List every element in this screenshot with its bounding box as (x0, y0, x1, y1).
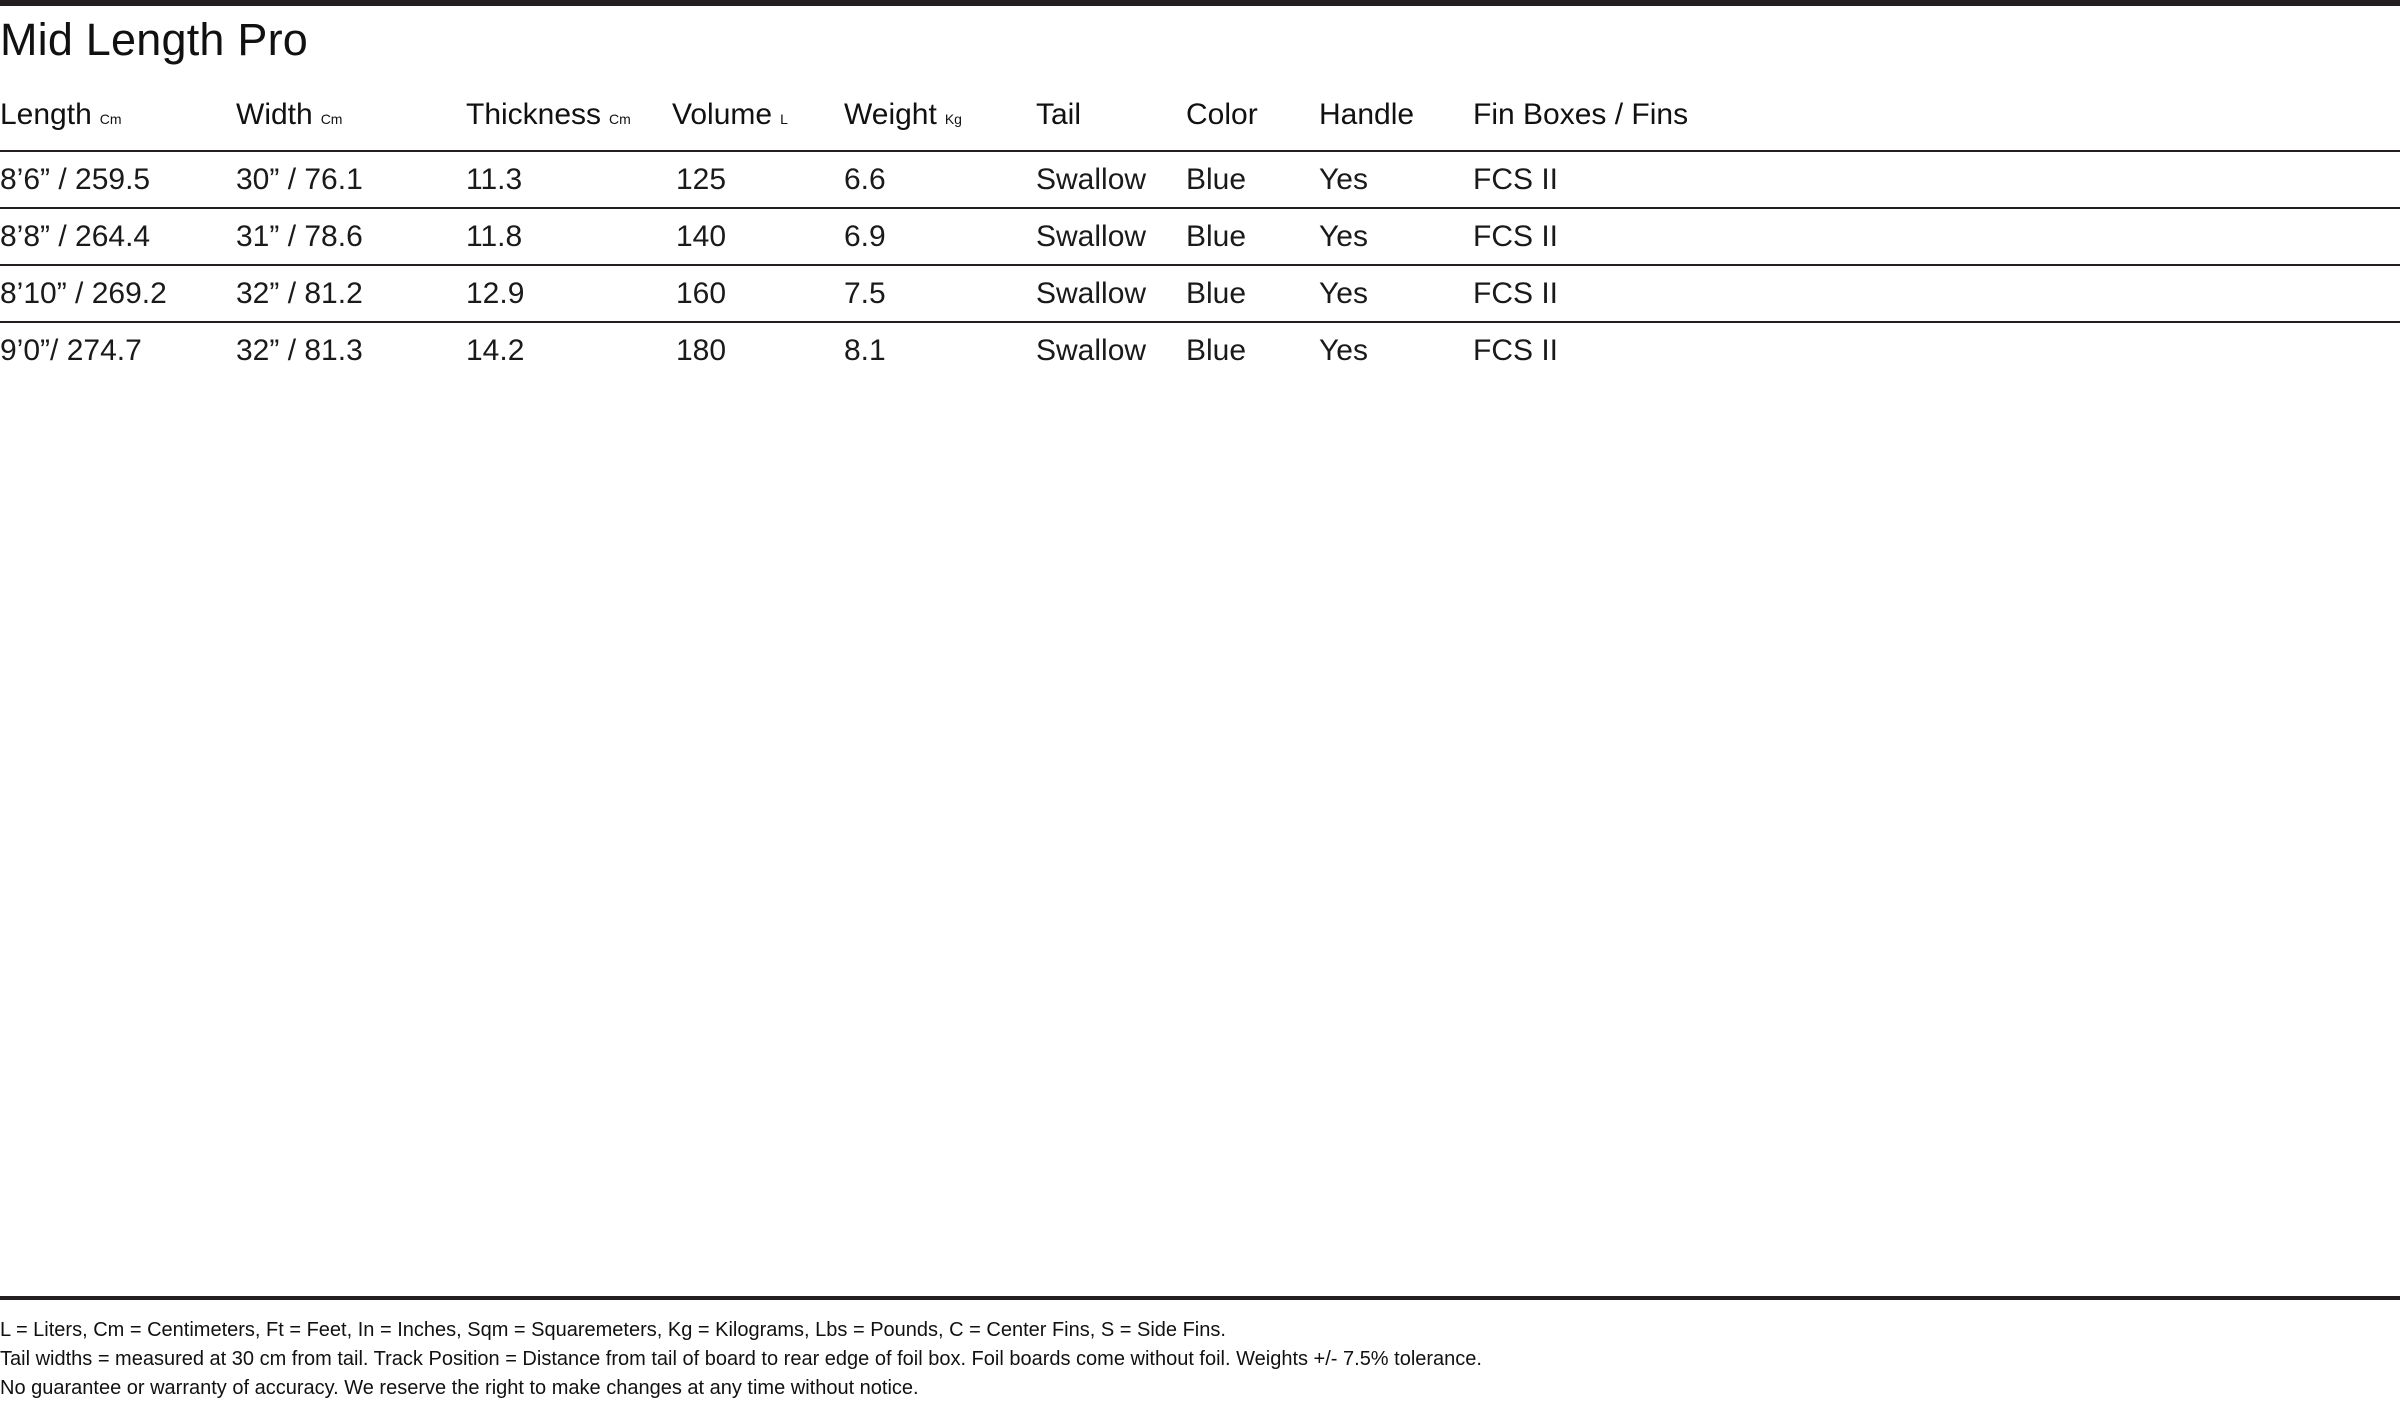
cell-length: 8’10” / 269.2 (0, 265, 236, 322)
cell-weight: 6.6 (844, 151, 1036, 208)
table-row (0, 265, 2400, 322)
cell-volume: 160 (672, 265, 844, 322)
cell-volume: 180 (676, 333, 727, 367)
cell-spacer (1873, 208, 2400, 265)
cell-color: Blue (1186, 265, 1319, 322)
header-volume (672, 88, 844, 151)
cell-width: 31” / 78.6 (236, 208, 466, 265)
header-tail (1036, 88, 1186, 151)
header-color (1186, 88, 1319, 151)
cell-thickness: 14.2 (466, 333, 525, 367)
header-row (0, 88, 2400, 151)
cell-width: 30” / 76.1 (236, 151, 466, 208)
footnote-disclaimer: No guarantee or warranty of accuracy. We reserve the right to make changes at any time without notice. (0, 1377, 919, 1399)
header-label: Color (1186, 98, 1258, 131)
cell-fins: FCS II (1473, 208, 1873, 265)
cell-width: 32” / 81.3 (236, 333, 363, 367)
cell-tail: Swallow (1036, 208, 1186, 265)
cell-fins: FCS II (1473, 265, 1873, 322)
cell-handle: Yes (1319, 265, 1473, 322)
table-row (0, 151, 2400, 208)
header-label: Thickness (466, 98, 602, 131)
cell-spacer (1873, 322, 2400, 378)
cell-handle: Yes (1319, 333, 1368, 367)
header-length (0, 88, 236, 151)
header-thickness (466, 88, 672, 151)
header-label: Length (0, 98, 92, 131)
cell-color: Blue (1186, 208, 1319, 265)
cell-fins: FCS II (1473, 333, 1559, 367)
header-unit: Cm (320, 111, 343, 127)
cell-fins: FCS II (1473, 151, 1873, 208)
cell-weight: 8.1 (844, 333, 886, 367)
cell-tail: Swallow (1036, 151, 1186, 208)
header-unit: L (780, 111, 788, 127)
page-title: Mid Length Pro (0, 14, 308, 65)
footnotes (0, 1316, 1482, 1403)
cell-length: 8’8” / 264.4 (0, 208, 236, 265)
cell-volume: 125 (672, 151, 844, 208)
cell-length: 8’6” / 259.5 (0, 151, 236, 208)
header-label: Tail (1036, 98, 1082, 131)
cell-weight: 6.9 (844, 208, 1036, 265)
table-header (0, 88, 2400, 151)
header-width (236, 88, 466, 151)
cell-width: 32” / 81.2 (236, 265, 466, 322)
cell-thickness: 11.8 (466, 208, 672, 265)
header-spacer (1873, 88, 2400, 151)
header-label: Handle (1319, 98, 1415, 131)
cell-spacer (1873, 151, 2400, 208)
bottom-rule (0, 1296, 2400, 1300)
header-label: Fin Boxes / Fins (1473, 98, 1689, 131)
spec-table (0, 88, 2400, 378)
header-label: Width (236, 98, 313, 131)
header-fin-boxes (1473, 88, 1873, 151)
table-body (0, 151, 2400, 378)
cell-weight: 7.5 (844, 265, 1036, 322)
cell-spacer (1873, 265, 2400, 322)
header-unit: Cm (99, 111, 122, 127)
table-row (0, 208, 2400, 265)
cell-tail: Swallow (1036, 265, 1186, 322)
top-rule (0, 0, 2400, 6)
header-label: Weight (844, 98, 937, 131)
cell-length: 9’0”/ 274.7 (0, 333, 142, 367)
cell-volume: 140 (672, 208, 844, 265)
cell-thickness: 12.9 (466, 265, 672, 322)
header-unit: Kg (944, 111, 962, 127)
cell-handle: Yes (1319, 208, 1473, 265)
header-label: Volume (672, 98, 773, 131)
footnote-abbreviations: L = Liters, Cm = Centimeters, Ft = Feet, In = Inches, Sqm = Squaremeters, Kg = Kilograms, Lbs = Pounds, C = Center Fins, S = Side Fins. (0, 1319, 1226, 1341)
cell-tail: Swallow (1036, 333, 1147, 367)
cell-color: Blue (1186, 151, 1319, 208)
header-unit: Cm (609, 111, 631, 127)
footnote-measurements: Tail widths = measured at 30 cm from tail. Track Position = Distance from tail of board to rear edge of foil box. Foil boards come without foil. Weights +/- 7.5% tolerance. (0, 1348, 1482, 1370)
cell-handle: Yes (1319, 151, 1473, 208)
cell-color: Blue (1186, 333, 1247, 367)
table-row (0, 322, 2400, 378)
header-handle (1319, 88, 1473, 151)
header-weight (844, 88, 1036, 151)
cell-thickness: 11.3 (466, 151, 672, 208)
